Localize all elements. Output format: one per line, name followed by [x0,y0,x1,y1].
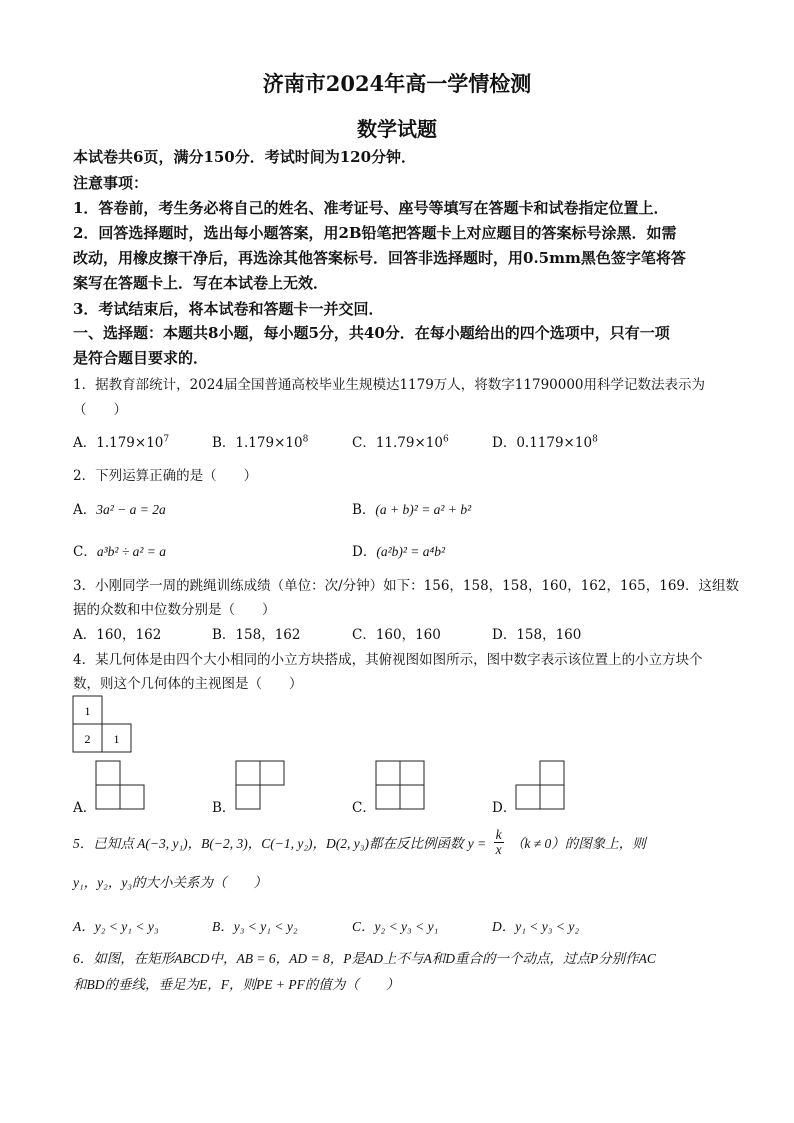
q2-option-d: D．(a²b)² = a⁴b² [352,544,446,560]
q3-option-d: D．158，160 [492,627,582,643]
q4-option-b-label: B． [212,800,236,816]
q3-option-c: C．160，160 [352,627,441,643]
section-heading-a: 一、选择题：本题共8小题，每小题5分，共40分．在每小题给出的四个选项中，只有一项 [73,324,670,342]
q5-stem-b: y₁，y₂，y₃的大小关系为（ ） [73,875,268,890]
q2-option-b: B．(a + b)² = a² + b² [352,502,472,518]
q4-stem-b: 数，则这个几何体的主视图是（ ） [73,676,303,692]
grid-number-top: 1 [84,704,91,718]
q4-option-c-label: C． [352,800,376,816]
grid-number-bottom-left: 2 [84,732,91,746]
q2-option-c: C．a³b² ÷ a² = a [73,544,167,560]
notice-2a: 2．回答选择题时，选出每小题答案，用2B铅笔把答题卡上对应题目的答案标号涂黑．如需 [73,224,677,242]
exam-title: 济南市2024年高一学情检测 [262,71,532,96]
q2-stem: 2．下列运算正确的是（ ） [73,468,258,484]
q1-option-b: B．$1.179\times 10^8$ [212,434,309,451]
q3-option-b: B．158，162 [212,627,301,643]
q4-option-a-label: A． [73,800,97,816]
q3-stem-a: 3．小刚同学一周的跳绳训练成绩（单位：次/分钟）如下：156，158，158，160，162，165，169．这组数 [73,578,740,594]
q4-option-a-figure [95,760,147,810]
notice-1: 1．答卷前，考生务必将自己的姓名、准考证号、座号等填写在答题卡和试卷指定位置上． [73,199,669,217]
q4-option-c-figure [375,760,427,810]
q1-option-d: D．$0.1179\times 10^8$ [492,434,598,451]
top-view-grid [72,695,134,755]
q1-option-a: A．$1.179\times 10^7$ [73,434,170,451]
q5-option-b: B．y₃ < y₁ < y₂ [212,919,298,934]
q3-option-a: A．160，162 [73,627,162,643]
q2-option-a: A．3a² − a = 2a [73,502,166,518]
section-heading-b: 是符合题目要求的． [73,349,209,367]
q1-option-c: C．$11.79\times 10^6$ [352,434,449,451]
notice-heading: 注意事项： [73,174,149,192]
exam-info: 本试卷共6页，满分150分．考试时间为120分钟． [73,148,417,166]
q4-stem-a: 4．某几何体是由四个大小相同的小立方块搭成，其俯视图如图所示，图中数字表示该位置上的小立方块个 [73,652,703,668]
q3-stem-b: 据的众数和中位数分别是（ ） [73,602,276,618]
q4-option-d-figure [515,760,567,810]
q5-function-y: y = [467,836,487,851]
q5-option-c: C．y₂ < y₃ < y₁ [352,919,439,934]
q1-stem-paren: （ ） [73,402,127,418]
q6-stem-b: 和BD的垂线，垂足为E，F，则PE + PF的值为（ ） [73,977,400,992]
exam-subtitle: 数学试题 [357,117,437,141]
q1-stem: 1．据教育部统计，2024届全国普通高校毕业生规模达1179万人，将数字11790000用科学记数法表示为 [73,377,706,393]
notice-2b: 改动，用橡皮擦干净后，再选涂其他答案标号．回答非选择题时，用0.5mm黑色签字笔将答 [73,249,686,267]
q5-option-a: A．y₂ < y₁ < y₃ [73,919,159,934]
notice-2c: 案写在答题卡上．写在本试卷上无效． [73,274,329,292]
q6-stem-a: 6．如图，在矩形ABCD中，AB = 6，AD = 8，P是AD上不与A和D重合的一个动点，过点P分别作AC [73,951,656,966]
grid-number-bottom-right: 1 [113,732,120,746]
q4-option-b-figure [235,760,287,810]
q5-option-d: D．y₁ < y₃ < y₂ [492,919,580,934]
q5-stem-a: 5．已知点 A(−3, y₁)，B(−2, 3)，C(−1, y₂)，D(2, y₃)都在反比例函数 y = $\frac{k}{x}$ （k ≠ 0）的图象上，则 [73,827,646,857]
q5-fraction: $\frac{k}{x}$ [495,827,502,857]
q4-option-d-label: D． [492,800,517,816]
notice-3: 3．考试结束后，将本试卷和答题卡一并交回． [73,300,384,318]
